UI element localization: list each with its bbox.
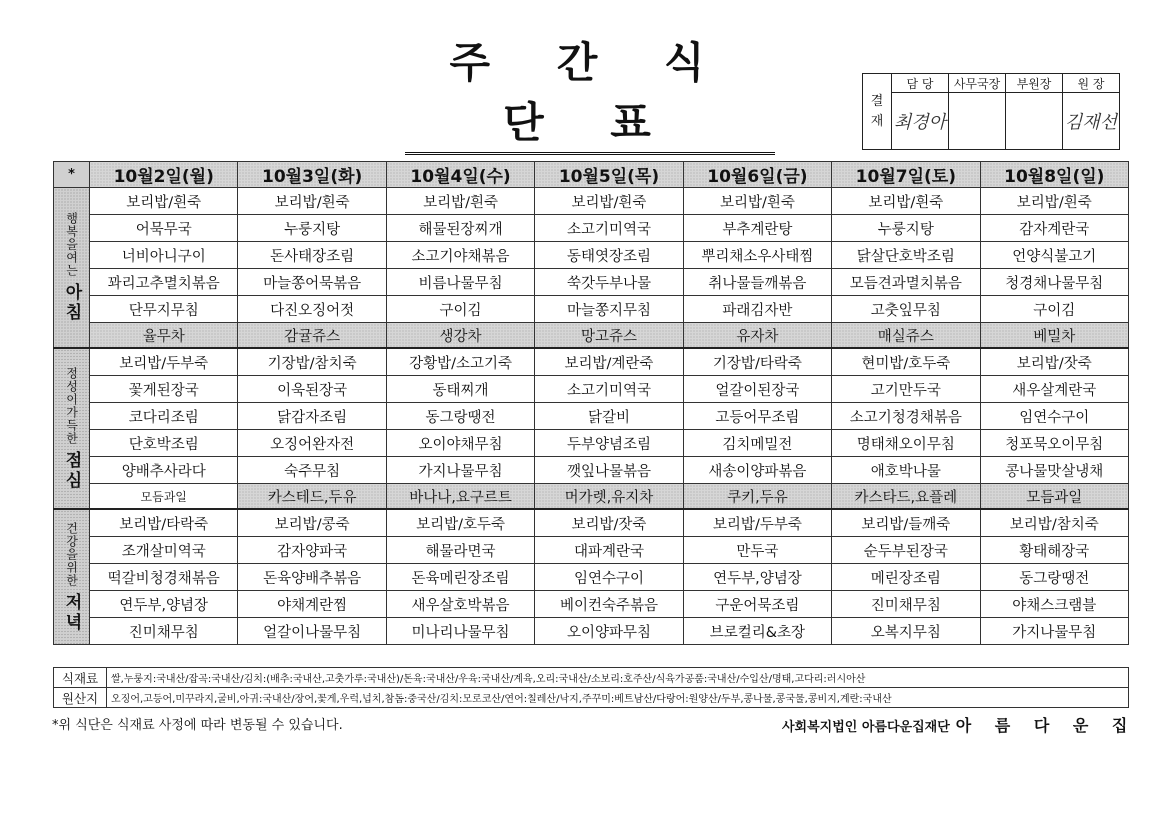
- date-header: 10월6일(금): [683, 162, 831, 188]
- organization-name: 아 름 다 운 집: [955, 716, 1137, 735]
- menu-row: [54, 296, 1129, 323]
- approval-header: 사무국장: [949, 74, 1006, 93]
- menu-item: 돈육양배추볶음: [238, 564, 386, 591]
- snack-item: 유자차: [683, 323, 831, 349]
- menu-item: 보리밥/흰죽: [238, 188, 386, 215]
- menu-item: 가지나물무침: [980, 618, 1128, 645]
- menu-item: 보리밥/콩죽: [238, 509, 386, 537]
- meal-name: 아침: [61, 283, 82, 323]
- origin-table: [53, 667, 1129, 708]
- signature-cell: [892, 93, 949, 150]
- menu-item: 보리밥/흰죽: [980, 188, 1128, 215]
- menu-item: 돈육메린장조림: [386, 564, 534, 591]
- menu-row: [54, 457, 1129, 484]
- menu-item: 순두부된장국: [832, 537, 980, 564]
- menu-item: 보리밥/흰죽: [90, 188, 238, 215]
- menu-item: 해물된장찌개: [386, 215, 534, 242]
- signature-cell: [1006, 93, 1063, 150]
- menu-item: 이욱된장국: [238, 376, 386, 403]
- origin-label: 식재료: [54, 668, 107, 688]
- menu-row: [54, 215, 1129, 242]
- date-header: 10월2일(월): [90, 162, 238, 188]
- menu-item: 명태채오이무침: [832, 430, 980, 457]
- menu-item: 보리밥/들깨죽: [832, 509, 980, 537]
- approval-header: 담 당: [892, 74, 949, 93]
- menu-item: 떡갈비청경채볶음: [90, 564, 238, 591]
- menu-row: [54, 376, 1129, 403]
- menu-item: 닭감자조림: [238, 403, 386, 430]
- menu-item: 닭살단호박조림: [832, 242, 980, 269]
- meal-label: [54, 509, 90, 645]
- signature-cell: [949, 93, 1006, 150]
- menu-item: 구운어묵조림: [683, 591, 831, 618]
- menu-row: [54, 403, 1129, 430]
- menu-item: 마늘쫑어묵볶음: [238, 269, 386, 296]
- menu-item: 야채계란찜: [238, 591, 386, 618]
- menu-item: 너비아니구이: [90, 242, 238, 269]
- menu-item: 보리밥/참치죽: [980, 509, 1128, 537]
- meal-subtitle: 건강을위한: [64, 521, 79, 587]
- menu-item: 소고기미역국: [535, 215, 683, 242]
- snack-item: 베밀차: [980, 323, 1128, 349]
- date-header: 10월4일(수): [386, 162, 534, 188]
- approval-label: 결 재: [863, 74, 892, 150]
- menu-item: 보리밥/흰죽: [683, 188, 831, 215]
- menu-item: 보리밥/잣죽: [535, 509, 683, 537]
- menu-row: [54, 348, 1129, 376]
- menu-item: 미나리나물무침: [386, 618, 534, 645]
- menu-item: 애호박나물: [832, 457, 980, 484]
- date-header: 10월5일(목): [535, 162, 683, 188]
- menu-item: 보리밥/두부죽: [683, 509, 831, 537]
- menu-row: [54, 188, 1129, 215]
- corner-cell: *: [54, 162, 90, 188]
- approval-header: 원 장: [1063, 74, 1120, 93]
- date-row: [54, 162, 1129, 188]
- menu-item: 고기만두국: [832, 376, 980, 403]
- menu-item: 보리밥/두부죽: [90, 348, 238, 376]
- menu-item: 조개살미역국: [90, 537, 238, 564]
- menu-item: 기장밥/참치죽: [238, 348, 386, 376]
- menu-item: 베이컨숙주볶음: [535, 591, 683, 618]
- menu-item: 파래김자반: [683, 296, 831, 323]
- menu-item: 야채스크램블: [980, 591, 1128, 618]
- menu-item: 고춧잎무침: [832, 296, 980, 323]
- menu-item: 코다리조림: [90, 403, 238, 430]
- menu-item: 깻잎나물볶음: [535, 457, 683, 484]
- menu-row: [54, 618, 1129, 645]
- menu-row: [54, 269, 1129, 296]
- menu-item: 동그랑땡전: [980, 564, 1128, 591]
- menu-item: 누룽지탕: [238, 215, 386, 242]
- approval-header: 부원장: [1006, 74, 1063, 93]
- snack-item: 쿠키,두유: [683, 484, 831, 510]
- menu-item: 만두국: [683, 537, 831, 564]
- menu-item: 오이양파무침: [535, 618, 683, 645]
- snack-item: 모듬과일: [90, 484, 238, 510]
- menu-item: 보리밥/흰죽: [832, 188, 980, 215]
- date-header: 10월8일(일): [980, 162, 1128, 188]
- menu-item: 얼갈이된장국: [683, 376, 831, 403]
- menu-item: 보리밥/호두죽: [386, 509, 534, 537]
- menu-row: [54, 509, 1129, 537]
- menu-item: 오복지무침: [832, 618, 980, 645]
- menu-item: 마늘쫑지무침: [535, 296, 683, 323]
- menu-item: 부추계란탕: [683, 215, 831, 242]
- menu-item: 오이야채무침: [386, 430, 534, 457]
- meal-name: 저녁: [61, 592, 82, 633]
- menu-item: 언양식불고기: [980, 242, 1128, 269]
- menu-item: 임연수구이: [535, 564, 683, 591]
- snack-item: 생강차: [386, 323, 534, 349]
- snack-item: 매실쥬스: [832, 323, 980, 349]
- snack-item: 카스타드,요플레: [832, 484, 980, 510]
- menu-item: 숙주무침: [238, 457, 386, 484]
- menu-item: 두부양념조림: [535, 430, 683, 457]
- menu-item: 청포묵오이무침: [980, 430, 1128, 457]
- menu-item: 동그랑땡전: [386, 403, 534, 430]
- menu-item: 보리밥/흰죽: [386, 188, 534, 215]
- menu-item: 새우살호박볶음: [386, 591, 534, 618]
- menu-item: 돈사태장조림: [238, 242, 386, 269]
- menu-item: 브로컬리&초장: [683, 618, 831, 645]
- snack-item: 모듬과일: [980, 484, 1128, 510]
- menu-row: [54, 564, 1129, 591]
- menu-item: 구이김: [980, 296, 1128, 323]
- menu-item: 연두부,양념장: [683, 564, 831, 591]
- menu-row: [54, 430, 1129, 457]
- menu-item: 보리밥/계란죽: [535, 348, 683, 376]
- menu-item: 보리밥/잣죽: [980, 348, 1128, 376]
- menu-item: 연두부,양념장: [90, 591, 238, 618]
- menu-item: 새우살계란국: [980, 376, 1128, 403]
- menu-row: [54, 591, 1129, 618]
- snack-item: 망고쥬스: [535, 323, 683, 349]
- signature-cell: [1063, 93, 1120, 150]
- menu-item: 동태엿장조림: [535, 242, 683, 269]
- menu-item: 누룽지탕: [832, 215, 980, 242]
- meal-subtitle: 행복을여는: [64, 212, 79, 277]
- menu-item: 꽈리고추멸치볶음: [90, 269, 238, 296]
- menu-item: 단무지무침: [90, 296, 238, 323]
- menu-row: [54, 242, 1129, 269]
- signature: 최경아: [893, 112, 947, 133]
- organization: [782, 713, 1136, 736]
- snack-item: 카스테드,두유: [238, 484, 386, 510]
- menu-item: 양배추사라다: [90, 457, 238, 484]
- meal-label: [54, 348, 90, 509]
- snack-row: [54, 484, 1129, 510]
- snack-item: 머가렛,유지차: [535, 484, 683, 510]
- meal-subtitle: 정성이가득한: [64, 366, 79, 445]
- approval-box: [862, 73, 1120, 150]
- menu-item: 비름나물무침: [386, 269, 534, 296]
- page-title: 주 간 식 단 표: [405, 30, 775, 155]
- menu-item: 동태찌개: [386, 376, 534, 403]
- menu-item: 소고기야채볶음: [386, 242, 534, 269]
- date-header: 10월7일(토): [832, 162, 980, 188]
- menu-item: 보리밥/흰죽: [535, 188, 683, 215]
- menu-item: 소고기청경채볶음: [832, 403, 980, 430]
- menu-item: 어묵무국: [90, 215, 238, 242]
- menu-item: 대파계란국: [535, 537, 683, 564]
- menu-item: 황태해장국: [980, 537, 1128, 564]
- menu-item: 모듬견과멸치볶음: [832, 269, 980, 296]
- menu-item: 임연수구이: [980, 403, 1128, 430]
- menu-item: 감자양파국: [238, 537, 386, 564]
- snack-row: [54, 323, 1129, 349]
- menu-item: 뿌리채소우사태찜: [683, 242, 831, 269]
- menu-item: 해물라면국: [386, 537, 534, 564]
- menu-item: 기장밥/타락죽: [683, 348, 831, 376]
- weekly-menu-table: [53, 161, 1129, 645]
- menu-item: 가지나물무침: [386, 457, 534, 484]
- menu-item: 다진오징어젓: [238, 296, 386, 323]
- menu-item: 새송이양파볶음: [683, 457, 831, 484]
- origin-line: 오징어,고등어,미꾸라지,굴비,아귀:국내산/장어,꽃게,우럭,넙치,참돔:중국산/김치:모로코산/연어:칠레산/낙지,주꾸미:베트남산/다랑어:원양산/두부,콩나물,콩국물,콩비지,계란:국내산: [107, 688, 1129, 708]
- snack-item: 감귤쥬스: [238, 323, 386, 349]
- menu-item: 단호박조림: [90, 430, 238, 457]
- menu-item: 청경채나물무침: [980, 269, 1128, 296]
- menu-item: 닭갈비: [535, 403, 683, 430]
- menu-row: [54, 537, 1129, 564]
- menu-item: 꽃게된장국: [90, 376, 238, 403]
- menu-item: 감자계란국: [980, 215, 1128, 242]
- menu-item: 진미채무침: [90, 618, 238, 645]
- signature: 김재선: [1064, 112, 1118, 133]
- menu-item: 메린장조림: [832, 564, 980, 591]
- menu-item: 취나물들깨볶음: [683, 269, 831, 296]
- snack-item: 바나나,요구르트: [386, 484, 534, 510]
- menu-item: 진미채무침: [832, 591, 980, 618]
- date-header: 10월3일(화): [238, 162, 386, 188]
- menu-item: 현미밥/호두죽: [832, 348, 980, 376]
- menu-item: 소고기미역국: [535, 376, 683, 403]
- menu-item: 구이김: [386, 296, 534, 323]
- footnote: *위 식단은 식재료 사정에 따라 변동될 수 있습니다.: [52, 718, 343, 733]
- menu-item: 강황밥/소고기죽: [386, 348, 534, 376]
- menu-item: 얼갈이나물무침: [238, 618, 386, 645]
- menu-item: 김치메밀전: [683, 430, 831, 457]
- organization-prefix: 사회복지법인 아름다운집재단: [782, 720, 950, 735]
- origin-label: 원산지: [54, 688, 107, 708]
- menu-item: 쑥갓두부나물: [535, 269, 683, 296]
- meal-name: 점심: [61, 450, 82, 491]
- meal-label: [54, 188, 90, 349]
- origin-line: 쌀,누룽지:국내산/잡곡:국내산/김치:(배추:국내산,고춧가루:국내산)/돈육:국내산/우육:국내산/계육,오리:국내산/소보리:호주산/식육가공품:국내산/수입산/명태,고다리:러시아산: [107, 668, 1129, 688]
- snack-item: 율무차: [90, 323, 238, 349]
- menu-item: 보리밥/타락죽: [90, 509, 238, 537]
- menu-item: 고등어무조림: [683, 403, 831, 430]
- menu-item: 콩나물맛살냉채: [980, 457, 1128, 484]
- menu-item: 오징어완자전: [238, 430, 386, 457]
